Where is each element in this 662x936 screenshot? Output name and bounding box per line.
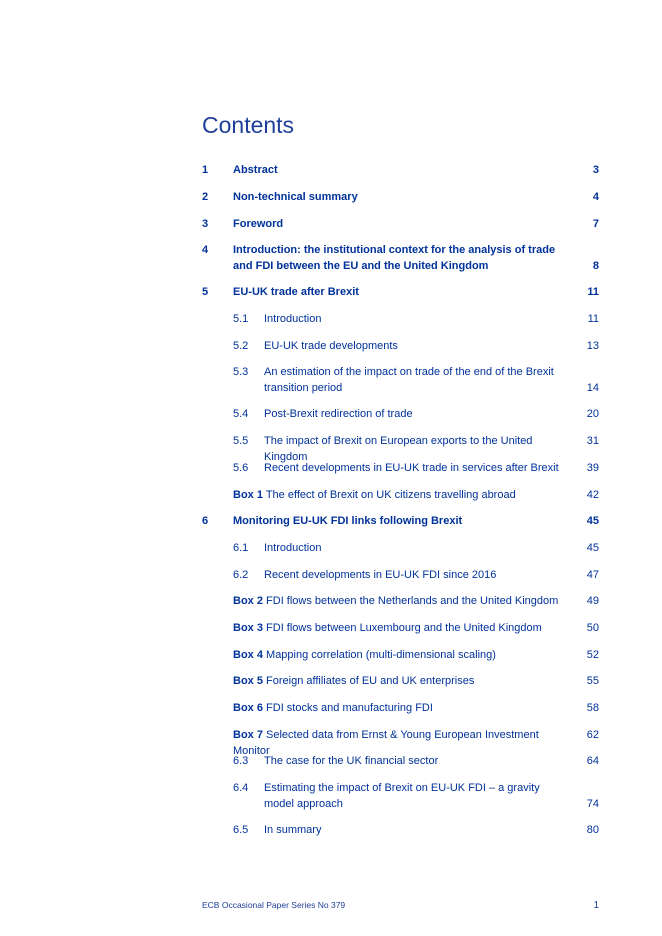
box-title: Mapping correlation (multi-dimensional scaling) <box>266 649 496 661</box>
toc-number: 6.5 <box>233 824 249 836</box>
toc-title: The impact of Brexit on European exports to the United Kingdom <box>264 435 533 463</box>
toc-page: 52 <box>586 649 599 661</box>
toc-title: In summary <box>264 824 322 836</box>
toc-page: 13 <box>586 340 599 352</box>
toc-page: 49 <box>586 595 599 607</box>
toc-entry-5-6[interactable] <box>202 460 599 476</box>
footer-page-number: 1 <box>593 900 599 911</box>
toc-page: 31 <box>586 435 599 447</box>
toc-page: 3 <box>592 164 599 176</box>
toc-number: 6.4 <box>233 782 249 794</box>
toc-title: EU-UK trade developments <box>264 340 398 352</box>
box-label: Box 1 <box>233 489 263 501</box>
toc-page: 58 <box>586 702 599 714</box>
toc-number: 6.3 <box>233 755 249 767</box>
toc-entry-box-3[interactable] <box>202 620 599 636</box>
toc-page: 55 <box>586 675 599 687</box>
toc-page: 39 <box>586 462 599 474</box>
box-label: Box 2 <box>233 595 263 607</box>
toc-entry-monitoring-fdi[interactable] <box>202 513 599 529</box>
toc-entry-6-4[interactable] <box>202 780 599 812</box>
toc-title: The case for the UK financial sector <box>264 755 439 767</box>
toc-page: 11 <box>587 313 599 325</box>
toc-page: 8 <box>592 260 599 272</box>
toc-page: 74 <box>586 798 599 810</box>
toc-page: 50 <box>586 622 599 634</box>
toc-title: Monitoring EU-UK FDI links following Brexit <box>233 515 463 527</box>
toc-number: 4 <box>202 244 209 256</box>
toc-entry-5-5[interactable] <box>202 433 599 463</box>
toc-title: An estimation of the impact on trade of the end of the Brexit transition period <box>264 366 554 394</box>
contents-title: Contents <box>202 112 295 138</box>
toc-title <box>233 700 573 716</box>
toc-title <box>233 593 573 609</box>
toc-entry-5-3[interactable] <box>202 364 599 396</box>
toc-title: Introduction <box>264 542 322 554</box>
box-title: FDI flows between the Netherlands and the United Kingdom <box>266 595 559 607</box>
box-label: Box 6 <box>233 702 263 714</box>
box-title: The effect of Brexit on UK citizens travelling abroad <box>265 489 516 501</box>
toc-entry-5-1[interactable] <box>202 311 599 327</box>
toc-entry-box-6[interactable] <box>202 700 599 716</box>
toc-number: 2 <box>202 191 209 203</box>
toc-title: Recent developments in EU-UK trade in services after Brexit <box>264 462 559 474</box>
toc-entry-box-1[interactable] <box>202 487 599 503</box>
toc-number: 1 <box>202 164 209 176</box>
toc-page: 20 <box>586 408 599 420</box>
toc-number: 5.6 <box>233 462 249 474</box>
toc-number: 5.5 <box>233 435 249 447</box>
toc-number: 5.4 <box>233 408 249 420</box>
toc-title <box>233 673 573 689</box>
toc-page: 62 <box>586 729 599 741</box>
box-label: Box 4 <box>233 649 263 661</box>
toc-page: 14 <box>586 382 599 394</box>
toc-page: 42 <box>586 489 599 501</box>
toc-entry-non-technical-summary[interactable] <box>202 189 599 205</box>
toc-title <box>233 487 573 503</box>
toc-number: 6.2 <box>233 569 249 581</box>
toc-title: Non-technical summary <box>233 191 358 203</box>
toc-title: EU-UK trade after Brexit <box>233 286 359 298</box>
toc-number: 6.1 <box>233 542 249 554</box>
toc-number: 5 <box>202 286 209 298</box>
toc-title: Recent developments in EU-UK FDI since 2016 <box>264 569 497 581</box>
toc-title: Introduction: the institutional context for the analysis of trade and FDI between the EU and the United Kingdom <box>233 244 556 272</box>
box-label: Box 3 <box>233 622 263 634</box>
toc-page: 4 <box>592 191 599 203</box>
toc-number: 5.1 <box>233 313 249 325</box>
toc-page: 7 <box>592 218 599 230</box>
toc-entry-box-4[interactable] <box>202 647 599 663</box>
toc-entry-6-2[interactable] <box>202 567 599 583</box>
toc-title: Foreword <box>233 218 284 230</box>
box-title: Selected data from Ernst & Young European Investment Monitor <box>233 729 539 757</box>
toc-entry-eu-uk-trade[interactable] <box>202 284 599 300</box>
toc-title: Abstract <box>233 164 278 176</box>
toc-title <box>233 620 573 636</box>
toc-entry-box-5[interactable] <box>202 673 599 689</box>
toc-title: Post-Brexit redirection of trade <box>264 408 413 420</box>
footer-series: ECB Occasional Paper Series No 379 <box>202 900 346 910</box>
toc-entry-box-7[interactable] <box>202 727 599 757</box>
toc-number: 5.2 <box>233 340 249 352</box>
toc-page: 45 <box>586 515 599 527</box>
toc-entry-6-5[interactable] <box>202 822 599 838</box>
toc-title: Introduction <box>264 313 322 325</box>
box-label: Box 5 <box>233 675 263 687</box>
toc-page: 45 <box>586 542 599 554</box>
toc-title: Estimating the impact of Brexit on EU-UK FDI – a gravity model approach <box>264 782 540 810</box>
box-title: Foreign affiliates of EU and UK enterprises <box>266 675 475 687</box>
toc-entry-6-3[interactable] <box>202 753 599 769</box>
toc-page: 80 <box>586 824 599 836</box>
toc-entry-5-2[interactable] <box>202 338 599 354</box>
box-label: Box 7 <box>233 729 263 741</box>
toc-number: 6 <box>202 515 209 527</box>
toc-number: 5.3 <box>233 366 249 378</box>
box-title: FDI flows between Luxembourg and the United Kingdom <box>266 622 542 634</box>
toc-page: 47 <box>586 569 599 581</box>
toc-entry-foreword[interactable] <box>202 216 599 232</box>
toc-entry-5-4[interactable] <box>202 406 599 422</box>
toc-page: 11 <box>587 286 599 298</box>
box-title: FDI stocks and manufacturing FDI <box>266 702 433 714</box>
toc-entry-introduction[interactable] <box>202 242 599 274</box>
toc-title <box>233 647 573 663</box>
toc-entry-abstract[interactable] <box>202 162 599 178</box>
toc-entry-6-1[interactable] <box>202 540 599 556</box>
toc-page: 64 <box>586 755 599 767</box>
toc-number: 3 <box>202 218 209 230</box>
toc-entry-box-2[interactable] <box>202 593 599 609</box>
